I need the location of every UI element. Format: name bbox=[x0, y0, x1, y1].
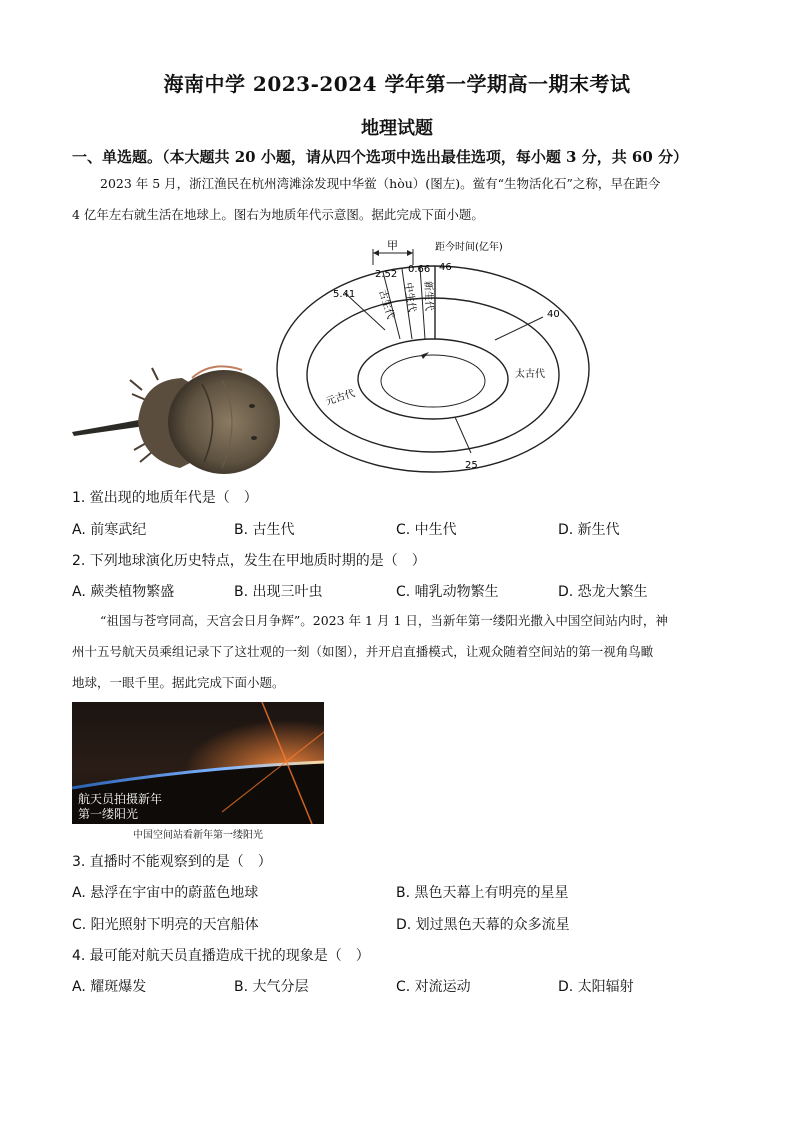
rotation-arrow bbox=[381, 355, 485, 407]
question-2-option-c[interactable]: C. 哺乳动物繁生 bbox=[396, 584, 499, 600]
passage-1 bbox=[72, 168, 724, 230]
time-axis-label: 距今时间(亿年) bbox=[435, 242, 503, 253]
exam-title: 海南中学 2023-2024 学年第一学期高一期末考试 bbox=[163, 72, 631, 96]
tick-2-52: 2.52 bbox=[375, 269, 398, 280]
question-3-option-c[interactable]: C. 阳光照射下明亮的天宫船体 bbox=[72, 917, 259, 933]
question-2-stem: 2. 下列地球演化历史特点，发生在甲地质时期的是（ ） bbox=[72, 553, 426, 569]
question-3-stem: 3. 直播时不能观察到的是（ ） bbox=[72, 854, 272, 870]
question-1-option-d[interactable]: D. 新生代 bbox=[558, 522, 620, 538]
passage-2-line-3: 地球，一眼千里。据此完成下面小题。 bbox=[72, 675, 285, 690]
question-4-option-a[interactable]: A. 耀斑爆发 bbox=[72, 979, 147, 995]
tick-25: 25 bbox=[465, 460, 478, 471]
space-station-photo bbox=[72, 702, 324, 824]
passage-2-line-2: 州十五号航天员乘组记录下了这壮观的一刻（如图），并开启直播模式，让观众随着空间站的第一视角鸟瞰 bbox=[72, 644, 654, 659]
question-4-option-c[interactable]: C. 对流运动 bbox=[396, 979, 471, 995]
question-1-option-a[interactable]: A. 前寒武纪 bbox=[72, 522, 147, 538]
question-3-option-b[interactable]: B. 黑色天幕上有明亮的星星 bbox=[396, 885, 569, 901]
tick-46: 46 bbox=[439, 262, 452, 273]
horseshoe-crab-image bbox=[72, 350, 282, 480]
era-mesozoic: 中生代 bbox=[402, 281, 418, 314]
bracket-label: 甲 bbox=[387, 239, 398, 252]
passage-2-line-1: “祖国与苍穹同高，天宫会日月争辉”。2023 年 1 月 1 日，当新年第一缕阳光撒入中国空间站内时，神 bbox=[100, 613, 668, 628]
era-archean: 太古代 bbox=[515, 369, 545, 380]
tick-5-41: 5.41 bbox=[333, 289, 356, 300]
question-4-stem: 4. 最可能对航天员直播造成干扰的现象是（ ） bbox=[72, 948, 370, 964]
question-1-option-b[interactable]: B. 古生代 bbox=[234, 522, 295, 538]
question-2-option-a[interactable]: A. 蕨类植物繁盛 bbox=[72, 584, 175, 600]
passage-1-line-2: 4 亿年左右就生活在地球上。图右为地质年代示意图。据此完成下面小题。 bbox=[72, 207, 484, 222]
section-heading: 一、单选题。（本大题共 20 小题，请从四个选项中选出最佳选项，每小题 3 分，共 60 分） bbox=[72, 148, 689, 166]
question-1-option-c[interactable]: C. 中生代 bbox=[396, 522, 457, 538]
geologic-time-diagram bbox=[275, 235, 595, 475]
subject-title: 地理试题 bbox=[361, 118, 433, 139]
question-2-option-d[interactable]: D. 恐龙大繁生 bbox=[558, 584, 648, 600]
question-1-stem: 1. 鲎出现的地质年代是（ ） bbox=[72, 490, 258, 506]
era-cenozoic: 新生代 bbox=[422, 280, 435, 312]
question-3-option-a[interactable]: A. 悬浮在宇宙中的蔚蓝色地球 bbox=[72, 885, 259, 901]
question-4-option-b[interactable]: B. 大气分层 bbox=[234, 979, 309, 995]
question-3-option-d[interactable]: D. 划过黑色天幕的众多流星 bbox=[396, 917, 570, 933]
era-paleozoic: 古生代 bbox=[376, 288, 396, 321]
photo-overlay-line-1: 航天员拍摄新年 bbox=[78, 792, 163, 806]
question-2-option-b[interactable]: B. 出现三叶虫 bbox=[234, 584, 323, 600]
photo-caption: 中国空间站看新年第一缕阳光 bbox=[133, 830, 263, 841]
tick-0-66: 0.66 bbox=[408, 264, 431, 275]
tick-40: 40 bbox=[547, 309, 560, 320]
passage-1-line-1: 2023 年 5 月，浙江渔民在杭州湾滩涂发现中华鲎（hòu）(图左)。鲎有“生物活化石”之称，早在距今 bbox=[100, 176, 661, 191]
question-4-option-d[interactable]: D. 太阳辐射 bbox=[558, 979, 634, 995]
passage-2 bbox=[72, 605, 724, 698]
photo-overlay-line-2: 第一缕阳光 bbox=[78, 807, 139, 821]
era-proterozoic: 元古代 bbox=[324, 388, 357, 408]
photo-overlay-text bbox=[78, 792, 162, 822]
